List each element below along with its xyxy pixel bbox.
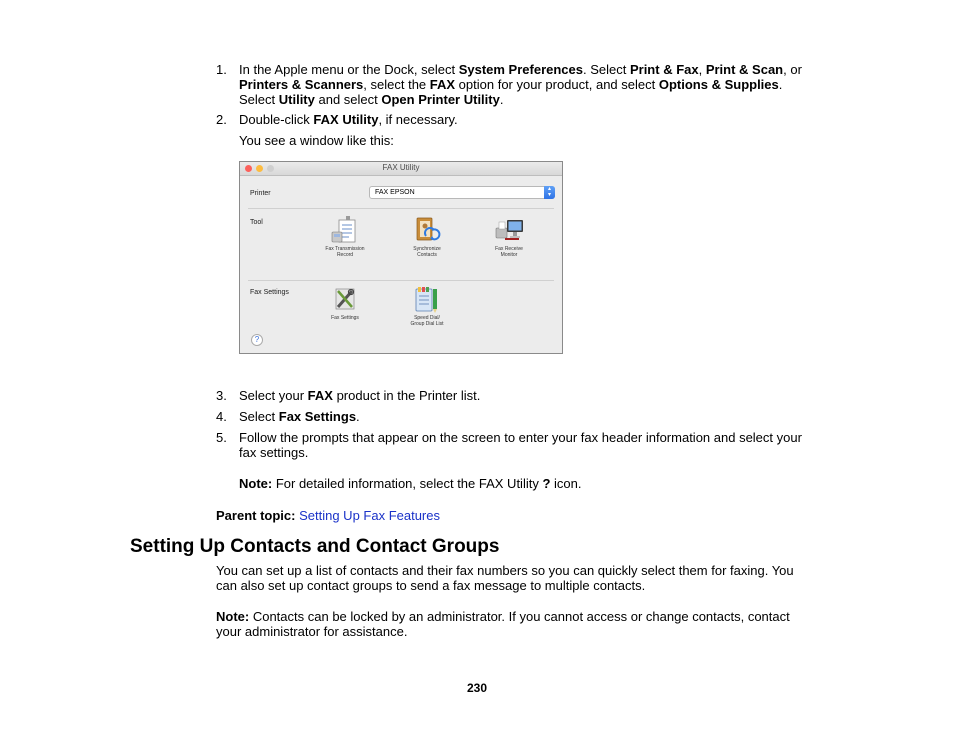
step-text xyxy=(239,62,814,107)
step-text-run: . xyxy=(356,409,360,424)
step-text-run: , select the xyxy=(363,77,430,92)
fax-receive-monitor-icon xyxy=(493,214,525,246)
note-label: Note: xyxy=(239,476,273,491)
help-icon[interactable]: ? xyxy=(251,334,263,346)
tool-label: Fax Receive Monitor xyxy=(495,246,523,258)
step-text-run: Double-click xyxy=(239,112,314,127)
window-intro: You see a window like this: xyxy=(239,133,394,148)
step-bold-term: FAX xyxy=(429,77,456,92)
step-text xyxy=(239,388,814,403)
step-text-run: . Select xyxy=(583,62,630,77)
printer-select-value: FAX EPSON xyxy=(375,189,415,196)
step-bold-term: Utility xyxy=(278,92,315,107)
parent-topic-label: Parent topic: xyxy=(216,508,296,523)
step-text-run: , or xyxy=(783,62,802,77)
step-number: 2. xyxy=(216,112,227,127)
step-bold-term: Fax Settings xyxy=(278,409,357,424)
tool-speed-dial-group-dial-list[interactable] xyxy=(399,283,455,327)
step-text-run: product in the Printer list. xyxy=(332,388,481,403)
step-text-run: In the Apple menu or the Dock, select xyxy=(239,62,459,77)
step-text-run: . Select xyxy=(239,77,783,107)
divider xyxy=(248,280,554,281)
tool-label: Speed Dial/ Group Dial List xyxy=(410,315,444,327)
divider xyxy=(248,208,554,209)
step-bold-term: System Preferences xyxy=(458,62,583,77)
tool-label: Synchronize Contacts xyxy=(413,246,441,258)
note-help-symbol: ? xyxy=(542,476,551,491)
note-text-end: icon. xyxy=(550,476,582,491)
window-titlebar xyxy=(240,162,562,176)
step-text-run: Select xyxy=(239,409,279,424)
window-title: FAX Utility xyxy=(382,163,420,172)
note-contacts-locked xyxy=(216,609,811,639)
fax-settings-icon xyxy=(330,283,360,315)
step-text xyxy=(239,430,814,460)
parent-topic xyxy=(216,508,440,523)
tool-section-label: Tool xyxy=(250,219,263,226)
step-text xyxy=(239,112,814,127)
fax-utility-window xyxy=(239,161,563,354)
step-text-run: . xyxy=(499,92,504,107)
step-number: 3. xyxy=(216,388,227,403)
step-text xyxy=(239,409,814,424)
step-bold-term: FAX Utility xyxy=(313,112,379,127)
chevron-updown-icon: ▴ ▾ xyxy=(544,186,555,199)
step-text-run: , xyxy=(698,62,706,77)
step-bold-term: Print & Fax xyxy=(629,62,699,77)
speed-dial-list-icon xyxy=(412,283,442,315)
page-number: 230 xyxy=(466,681,488,695)
printer-select[interactable] xyxy=(369,186,555,199)
tool-fax-transmission-record[interactable] xyxy=(317,214,373,258)
note-label: Note: xyxy=(216,609,250,624)
step-text-run: Follow the prompts that appear on the screen to enter your fax header information and select your fax settings. xyxy=(239,430,802,460)
tool-label: Fax Transmission Record xyxy=(325,246,365,258)
tool-synchronize-contacts[interactable] xyxy=(399,214,455,258)
synchronize-contacts-icon xyxy=(412,214,442,246)
note-fax-utility-help xyxy=(239,476,809,491)
tool-label: Fax Settings xyxy=(331,315,359,321)
step-number: 1. xyxy=(216,62,227,77)
section-paragraph: You can set up a list of contacts and their fax numbers so you can quickly select them for faxing. You can also set up contact groups to send a fax message to multiple contacts. xyxy=(216,563,794,593)
step-bold-term: Printers & Scanners xyxy=(239,77,364,92)
step-text-run: , if necessary. xyxy=(378,112,458,127)
fax-transmission-record-icon xyxy=(330,214,360,246)
step-bold-term: Options & Supplies xyxy=(658,77,779,92)
fax-settings-section-label: Fax Settings xyxy=(250,289,289,296)
tool-fax-receive-monitor[interactable] xyxy=(481,214,537,258)
step-text-run: Select your xyxy=(239,388,308,403)
step-bold-term: FAX xyxy=(307,388,333,403)
step-text-run: option for your product, and select xyxy=(455,77,659,92)
step-number: 4. xyxy=(216,409,227,424)
printer-label: Printer xyxy=(250,190,271,197)
step-bold-term: Print & Scan xyxy=(705,62,784,77)
parent-topic-link[interactable]: Setting Up Fax Features xyxy=(299,508,440,523)
step-text-run: and select xyxy=(314,92,382,107)
note-text: Contacts can be locked by an administrator. If you cannot access or change contacts, contact your administrator for assistance. xyxy=(216,609,790,639)
step-number: 5. xyxy=(216,430,227,445)
section-heading: Setting Up Contacts and Contact Groups xyxy=(130,536,500,557)
note-text: For detailed information, select the FAX Utility xyxy=(272,476,543,491)
tool-fax-settings[interactable] xyxy=(317,283,373,321)
step-bold-term: Open Printer Utility xyxy=(381,92,500,107)
